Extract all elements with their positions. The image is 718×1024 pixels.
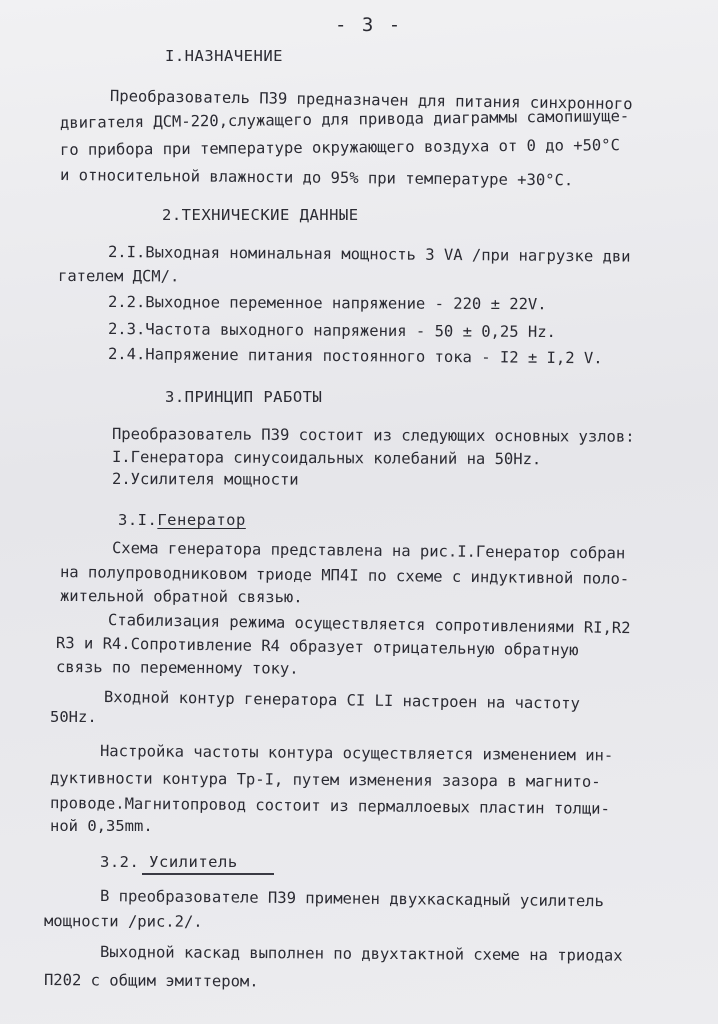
- text-line: Входной контур генератора CI LI настроен на частоту: [103, 688, 581, 713]
- section-heading-technical-data: 2.ТЕХНИЧЕСКИЕ ДАННЫЕ: [162, 206, 359, 224]
- text-line: 2.I.Выходная номинальная мощность 3 VA /при нагрузке дви: [107, 243, 631, 266]
- text-line: 50Hz.: [50, 708, 97, 726]
- text-line: гателем ДСМ/.: [57, 267, 180, 286]
- section-heading-principle: 3.ПРИНЦИП РАБОТЫ: [165, 388, 323, 406]
- text-line: на полупроводниковом триоде МП4I по схеме с индуктивной поло-: [59, 563, 630, 588]
- text-line: R3 и R4.Сопротивление R4 образует отрицательную обратную: [55, 634, 579, 660]
- text-line: П202 с общим эмиттером.: [43, 971, 259, 991]
- subsection-number: 3.I.: [118, 511, 158, 529]
- text-line: 2.2.Выходное переменное напряжение - 220 ± 22V.: [107, 293, 547, 314]
- text-line: двигателя ДСМ-220,служащего для привода диаграммы самопишуще-: [59, 107, 630, 132]
- text-line: го прибора при температуре окружающего воздуха от 0 до +50°C: [59, 136, 620, 159]
- text-line: В преобразователе П39 применен двухкаскадный усилитель: [99, 887, 604, 911]
- text-line: 2.3.Частота выходного напряжения - 50 ± 0,25 Hz.: [107, 320, 556, 342]
- subsection-title: Генератор: [157, 511, 246, 529]
- text-line: мощности /рис.2/.: [43, 912, 203, 931]
- subsection-title: Усилитель: [149, 853, 238, 871]
- text-line: ной 0,35mm.: [50, 817, 153, 835]
- text-line: и относительной влажности до 95% при температуре +30°C.: [59, 166, 574, 190]
- text-line: Преобразователь П39 состоит из следующих основных узлов:: [111, 425, 635, 446]
- text-line: Схема генератора представлена на рис.I.Генератор собран: [111, 539, 626, 563]
- text-line: связь по переменному току.: [55, 658, 299, 678]
- text-line: Выходной каскад выполнен по двухтактной схеме на триодах: [99, 943, 623, 965]
- text-line: I.Генератора синусоидальных колебаний на 50Hz.: [111, 448, 542, 469]
- text-line: Настройка частоты контура осуществляется изменением ин-: [99, 742, 614, 765]
- text-line: 2.4.Напряжение питания постоянного тока - I2 ± I,2 V.: [107, 345, 603, 368]
- subsection-heading-generator: [118, 510, 246, 530]
- title-underline: [142, 873, 274, 875]
- text-line: дуктивности контура Тр-I, путем изменения зазора в магнито-: [49, 769, 601, 791]
- text-line: жительной обратной связью.: [59, 587, 303, 607]
- subsection-number: 3.2.: [100, 853, 140, 871]
- text-line: проводе.Магнитопровод состоит из пермаллоевых пластин толщи-: [49, 794, 610, 818]
- subsection-heading-amplifier: [100, 852, 238, 872]
- text-line: 2.Усилителя мощности: [111, 470, 299, 489]
- text-line: Стабилизация режима осуществляется сопротивлениями RI,R2: [107, 611, 631, 638]
- section-heading-purpose: I.НАЗНАЧЕНИЕ: [165, 47, 283, 65]
- page-number: - 3 -: [335, 14, 403, 36]
- text-line: Преобразователь П39 предназначен для питания синхронного: [109, 87, 633, 114]
